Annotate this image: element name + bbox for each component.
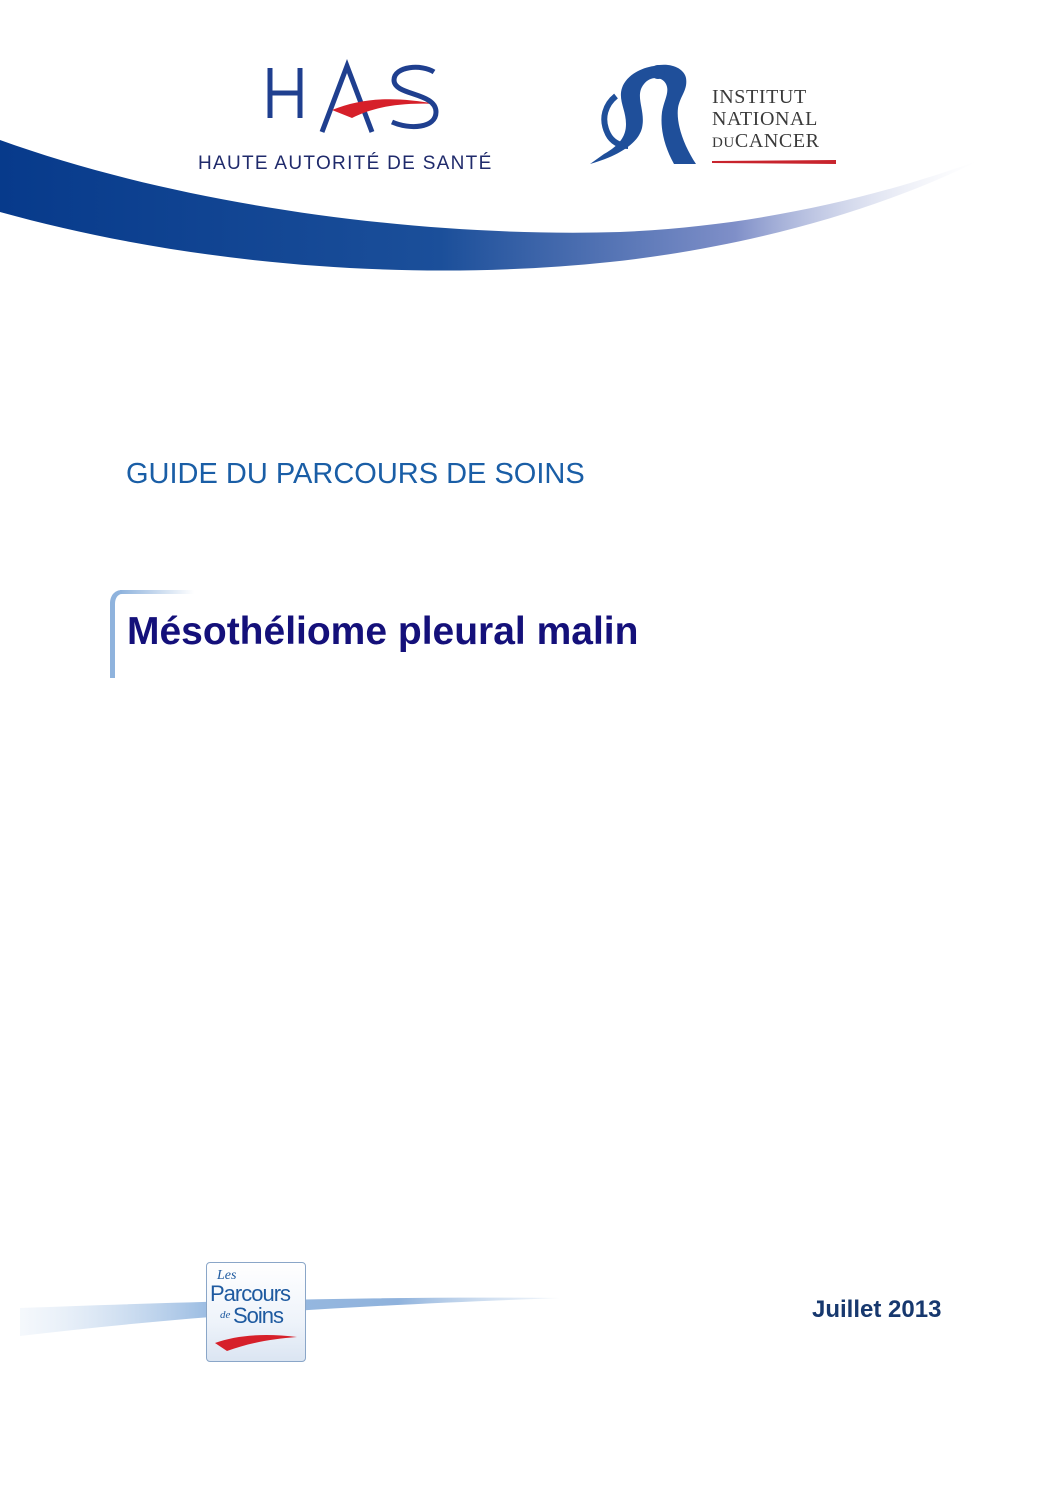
has-logo (262, 58, 452, 142)
inca-line-3 (712, 130, 820, 154)
document-title: Mésothéliome pleural malin (127, 610, 639, 653)
header-swoosh-graphic (0, 0, 1058, 300)
parcours-logo-swoosh (213, 1329, 299, 1351)
parcours-logo-soins: Soins (233, 1303, 284, 1328)
inca-logo-mark (588, 62, 700, 170)
parcours-logo-de: de (220, 1309, 231, 1321)
parcours-logo-les: Les (217, 1268, 237, 1283)
inca-du: DU (712, 135, 735, 151)
parcours-de-soins-logo (206, 1262, 306, 1362)
inca-cancer: CANCER (734, 130, 820, 152)
parcours-logo-parcours: Parcours (210, 1281, 291, 1306)
publication-date: Juillet 2013 (812, 1296, 942, 1323)
guide-label: GUIDE DU PARCOURS DE SOINS (126, 458, 585, 490)
inca-red-underline (712, 160, 836, 164)
has-subtitle: HAUTE AUTORITÉ DE SANTÉ (198, 153, 493, 174)
inca-line-2: NATIONAL (712, 108, 818, 130)
inca-logo-text (712, 86, 820, 154)
inca-line-1: INSTITUT (712, 86, 807, 108)
